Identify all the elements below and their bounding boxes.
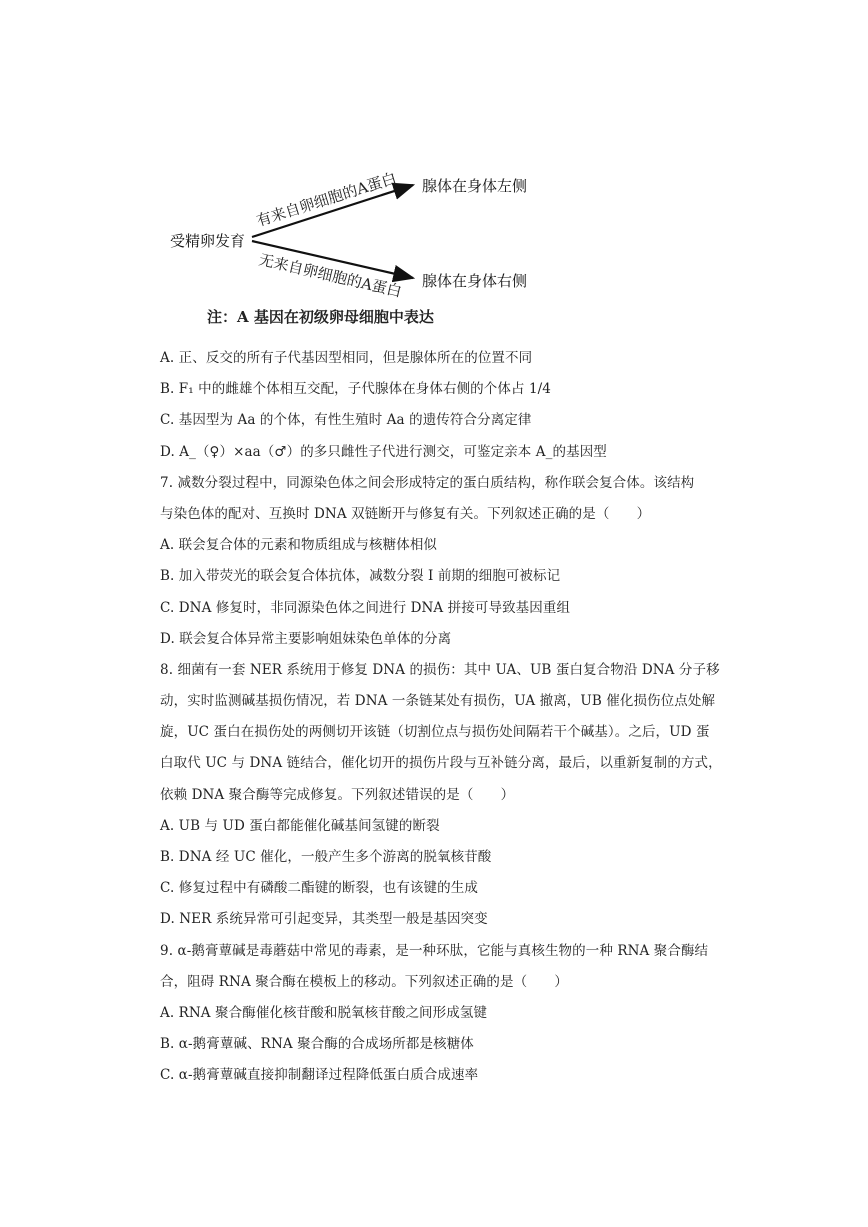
text-line: A. RNA 聚合酶催化核苷酸和脱氧核苷酸之间形成氢键: [160, 1004, 488, 1021]
text-line: 旋，UC 蛋白在损伤处的两侧切开该链（切割位点与损伤处间隔若干个碱基）。之后，UD 蛋: [160, 724, 710, 741]
question-text: [160, 343, 720, 1092]
text-line: B. DNA 经 UC 催化，一般产生多个游离的脱氧核苷酸: [160, 849, 492, 865]
text-line: C. 基因型为 Aa 的个体，有性生殖时 Aa 的遗传符合分离定律: [160, 412, 532, 429]
text-line: A. 正、反交的所有子代基因型相同，但是腺体所在的位置不同: [160, 350, 533, 366]
text-line: D. A_（♀）×aa（♂）的多只雌性子代进行测交，可鉴定亲本 A_的基因型: [160, 443, 607, 460]
text-line: C. 修复过程中有磷酸二酯键的断裂，也有该键的生成: [160, 880, 478, 897]
text-line: 动，实时监测碱基损伤情况，若 DNA 一条链某处有损伤，UA 撤离，UB 催化损伤位点处解: [160, 693, 716, 710]
text-line: 白取代 UC 与 DNA 链结合，催化切开的损伤片段与互补链分离，最后，以重新复制的方式，: [160, 755, 722, 772]
text-line: A. 联会复合体的元素和物质组成与核糖体相似: [160, 537, 438, 554]
diagram-lower-result: 腺体在身体右侧: [422, 272, 528, 290]
text-line: 合，阻碍 RNA 聚合酶在模板上的移动。下列叙述正确的是（ ）: [160, 973, 569, 990]
flow-diagram: [160, 160, 580, 310]
text-line: C. α-鹅膏蕈碱直接抑制翻译过程降低蛋白质合成速率: [160, 1067, 479, 1084]
diagram-upper-result: 腺体在身体左侧: [422, 177, 528, 195]
text-line: B. 加入带荧光的联会复合体抗体，减数分裂 I 前期的细胞可被标记: [160, 568, 561, 585]
text-line: 9. α-鹅膏蕈碱是毒蘑菇中常见的毒素，是一种环肽，它能与真核生物的一种 RNA 聚合酶结: [160, 942, 709, 959]
text-line: 8. 细菌有一套 NER 系统用于修复 DNA 的损伤：其中 UA、UB 蛋白复合物沿 DNA 分子移: [160, 661, 720, 678]
text-line: D. 联会复合体异常主要影响姐妹染色单体的分离: [160, 630, 452, 647]
text-line: B. α-鹅膏蕈碱、RNA 聚合酶的合成场所都是核糖体: [160, 1036, 474, 1053]
text-line: B. F₁ 中的雌雄个体相互交配，子代腺体在身体右侧的个体占 1/4: [160, 381, 551, 398]
text-line: A. UB 与 UD 蛋白都能催化碱基间氢键的断裂: [160, 817, 440, 834]
diagram-note: 注：A 基因在初级卵母细胞中表达: [207, 308, 434, 326]
text-line: D. NER 系统异常可引起变异，其类型一般是基因突变: [160, 911, 488, 928]
diagram-lower-branch-label: 无来自卵细胞的A蛋白: [257, 250, 404, 301]
text-line: 与染色体的配对、互换时 DNA 双链断开与修复有关。下列叙述正确的是（ ）: [160, 505, 651, 522]
diagram-upper-branch-label: 有来自卵细胞的A蛋白: [254, 169, 399, 231]
text-line: 依赖 DNA 聚合酶等完成修复。下列叙述错误的是（ ）: [160, 786, 515, 803]
text-line: 7. 减数分裂过程中，同源染色体之间会形成特定的蛋白质结构，称作联会复合体。该结构: [160, 474, 695, 491]
text-line: C. DNA 修复时，非同源染色体之间进行 DNA 拼接可导致基因重组: [160, 599, 571, 616]
diagram-start-label: 受精卵发育: [170, 232, 246, 250]
